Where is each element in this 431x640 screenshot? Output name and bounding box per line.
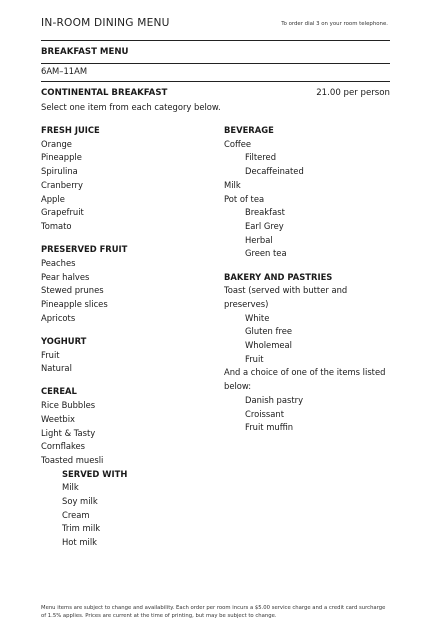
selection-instruction: Select one item from each category below.	[41, 102, 221, 112]
juice-item: Orange	[41, 138, 72, 149]
preserved-fruit-heading: PRESERVED FRUIT	[41, 244, 128, 255]
pastry-option: Danish pastry	[245, 394, 304, 405]
toast-item: Toast (served with butter and preserves)	[224, 285, 348, 309]
breakfast-menu-title: BREAKFAST MENU	[41, 47, 129, 57]
served-with-item: Cream	[62, 509, 90, 520]
bakery-heading: BAKERY AND PASTRIES	[224, 271, 333, 282]
cereal-item: Light & Tasty	[41, 427, 96, 438]
divider-bottom	[41, 81, 390, 82]
pastry-option: Croissant	[245, 408, 285, 419]
toast-option: Gluten free	[245, 326, 293, 337]
tea-option: Herbal	[245, 234, 273, 245]
continental-price: 21.00 per person	[316, 88, 390, 98]
continental-breakfast-title: CONTINENTAL BREAKFAST	[41, 88, 168, 98]
juice-item: Spirulina	[41, 166, 78, 177]
served-with-item: Hot milk	[62, 537, 98, 548]
cereal-item: Cornflakes	[41, 441, 86, 452]
served-with-item: Milk	[62, 482, 79, 493]
tea-option: Green tea	[245, 248, 287, 259]
toast-option: White	[245, 312, 270, 323]
juice-item: Pineapple	[41, 152, 82, 163]
served-with-item: Soy milk	[62, 496, 98, 507]
juice-item: Tomato	[41, 220, 72, 231]
fresh-juice-heading: FRESH JUICE	[41, 125, 100, 135]
tea-option: Breakfast	[245, 207, 285, 218]
preserved-fruit-item: Peaches	[41, 257, 76, 268]
yoghurt-item: Fruit	[41, 349, 60, 360]
tea-option: Earl Grey	[245, 220, 284, 231]
toast-option: Fruit	[245, 353, 264, 364]
yoghurt-item: Natural	[41, 363, 72, 374]
cereal-heading: CEREAL	[41, 386, 77, 397]
beverage-heading: BEVERAGE	[224, 125, 274, 135]
left-menu-column	[41, 124, 217, 550]
toast-option: Wholemeal	[245, 340, 292, 351]
divider-middle	[41, 63, 390, 64]
cereal-item: Rice Bubbles	[41, 400, 96, 411]
preserved-fruit-item: Stewed prunes	[41, 285, 104, 296]
breakfast-hours: 6AM–11AM	[41, 66, 88, 76]
preserved-fruit-item: Apricots	[41, 312, 76, 323]
juice-item: Apple	[41, 193, 65, 204]
coffee-item: Coffee	[224, 138, 252, 149]
footer-disclaimer: Menu items are subject to change and availability. Each order per room incurs a $5.00 service charge and a credit card surcharge of 1.5% applies. Prices are current at the time of printing, but may be subject to change.	[41, 605, 386, 619]
right-menu-column	[224, 124, 394, 435]
preserved-fruit-item: Pear halves	[41, 271, 90, 282]
pastry-choice-text: And a choice of one of the items listed below:	[224, 367, 386, 392]
order-instruction-note: To order dial 3 on your room telephone.	[281, 21, 388, 27]
served-with-heading: SERVED WITH	[62, 468, 128, 479]
menu-header-title: IN-ROOM DINING MENU	[41, 17, 170, 29]
coffee-option: Filtered	[245, 152, 277, 163]
juice-item: Grapefruit	[41, 207, 84, 218]
coffee-option: Decaffeinated	[245, 166, 304, 177]
yoghurt-heading: YOGHURT	[41, 335, 87, 346]
preserved-fruit-item: Pineapple slices	[41, 298, 108, 309]
cereal-item: Weetbix	[41, 413, 75, 424]
milk-item: Milk	[224, 179, 241, 190]
tea-item: Pot of tea	[224, 193, 265, 204]
juice-item: Cranberry	[41, 179, 83, 190]
pastry-option: Fruit muffin	[245, 422, 294, 433]
divider-top	[41, 40, 390, 41]
served-with-item: Trim milk	[62, 523, 101, 534]
cereal-item: Toasted muesli	[41, 454, 104, 465]
